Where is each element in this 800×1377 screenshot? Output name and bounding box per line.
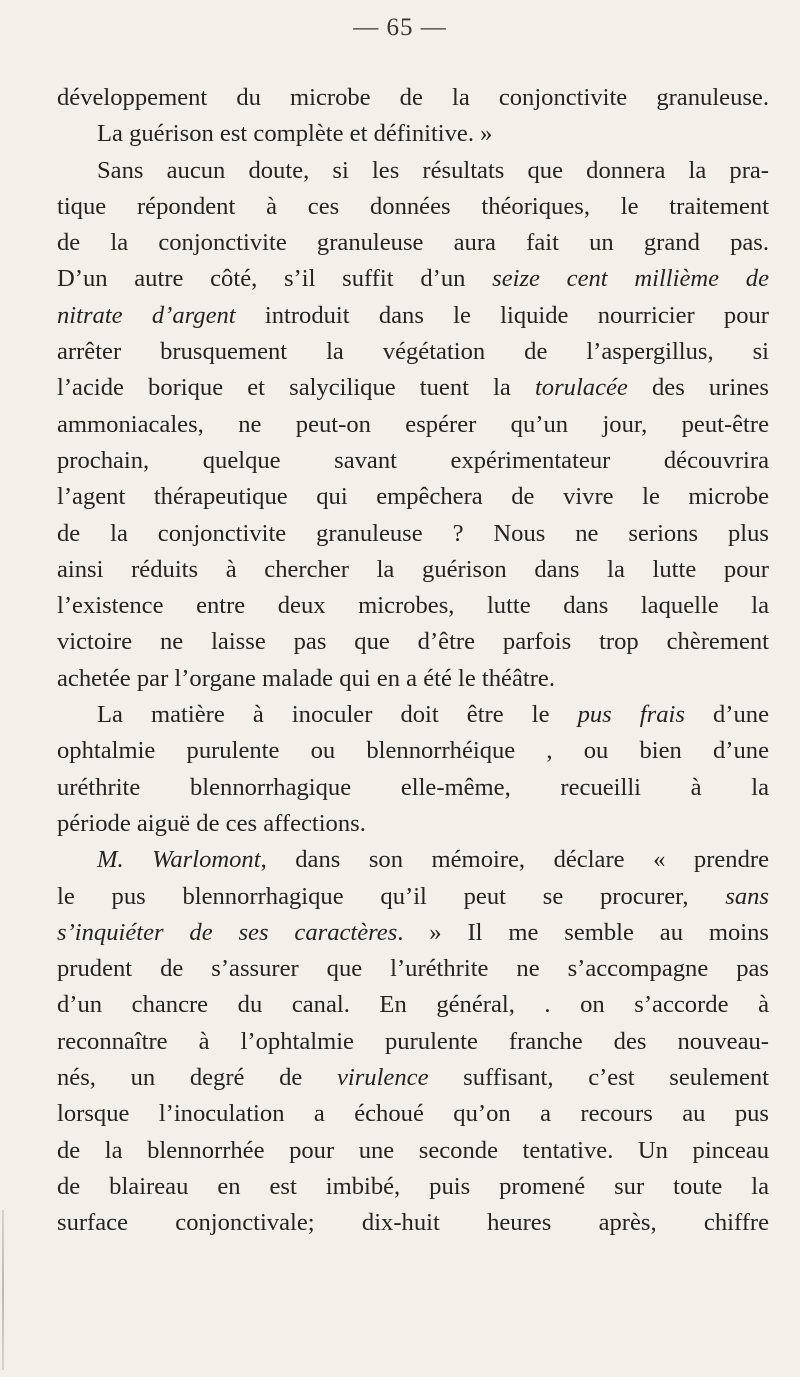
text-line: nitrate d’argent introduit dans le liquide nourricier pour bbox=[57, 301, 770, 329]
text-line: d’un chancre du canal. En général, . on s’accorde à bbox=[57, 991, 769, 1019]
text-line: l’existence entre deux microbes, lutte dans laquelle la bbox=[57, 592, 769, 620]
text-line: arrêter brusquement la végétation de l’aspergillus, si bbox=[57, 338, 769, 366]
text-line: de la blennorrhée pour une seconde tentative. Un pinceau bbox=[57, 1136, 769, 1164]
text-line: développement du microbe de la conjonctivite granuleuse. bbox=[57, 84, 769, 111]
italic-text: virulence bbox=[336, 1064, 429, 1092]
text-line: lorsque l’inoculation a échoué qu’on a recours au pus bbox=[57, 1100, 769, 1128]
text-line: l’acide borique et salycilique tuent la torulacée des urines bbox=[57, 374, 769, 402]
text-line: l’agent thérapeutique qui empêchera de vivre le microbe bbox=[57, 483, 769, 511]
italic-text: nitrate d’argent bbox=[57, 301, 236, 329]
text-line: achetée par l’organe malade qui en a été le théâtre. bbox=[57, 664, 555, 692]
page-number: — 65 — bbox=[353, 14, 447, 41]
text-line: nés, un degré de virulence suffisant, c’est seulement bbox=[57, 1064, 769, 1092]
text-line: surface conjonctivale; dix-huit heures après, chiffre bbox=[57, 1209, 769, 1237]
italic-text: s’inquiéter de ses caractères bbox=[57, 918, 398, 946]
text-line: prochain, quelque savant expérimentateur découvrira bbox=[57, 446, 769, 474]
text-line: D’un autre côté, s’il suffit d’un seize cent millième de bbox=[57, 265, 769, 293]
body-text bbox=[57, 80, 769, 1242]
binding-edge-mark bbox=[2, 1210, 4, 1370]
text-line: de la conjonctivite granuleuse aura fait un grand pas. bbox=[57, 229, 769, 257]
italic-text: seize cent millième de bbox=[492, 265, 769, 293]
text-line: ammoniacales, ne peut-on espérer qu’un jour, peut-être bbox=[57, 410, 769, 438]
text-line: période aiguë de ces affections. bbox=[57, 809, 366, 837]
italic-text: sans bbox=[725, 882, 769, 910]
text-line: prudent de s’assurer que l’uréthrite ne s’accompagne pas bbox=[57, 955, 769, 983]
text-line: Sans aucun doute, si les résultats que donnera la pra- bbox=[97, 156, 769, 184]
text-line: reconnaître à l’ophtalmie purulente franche des nouveau- bbox=[57, 1027, 769, 1055]
text-line: M. Warlomont, dans son mémoire, déclare « prendre bbox=[97, 846, 770, 874]
text-line: s’inquiéter de ses caractères. » Il me semble au moins bbox=[57, 918, 769, 946]
text-line: le pus blennorrhagique qu’il peut se procurer, sans bbox=[57, 882, 769, 910]
italic-text: torulacée bbox=[534, 374, 628, 402]
text-line: tique répondent à ces données théoriques, le traitement bbox=[57, 192, 769, 220]
text-line: uréthrite blennorrhagique elle-même, recueilli à la bbox=[57, 773, 769, 801]
text-line: ophtalmie purulente ou blennorrhéique , ou bien d’une bbox=[57, 737, 769, 765]
text-line: La guérison est complète et définitive. » bbox=[97, 120, 493, 148]
italic-text: M. Warlomont bbox=[97, 846, 261, 874]
text-line: victoire ne laisse pas que d’être parfois trop chèrement bbox=[57, 628, 769, 656]
text-line: La matière à inoculer doit être le pus frais d’une bbox=[97, 701, 769, 729]
text-line: ainsi réduits à chercher la guérison dans la lutte pour bbox=[57, 555, 769, 583]
italic-text: pus frais bbox=[577, 701, 685, 729]
text-line: de la conjonctivite granuleuse ? Nous ne serions plus bbox=[57, 519, 769, 547]
text-line: de blaireau en est imbibé, puis promené sur toute la bbox=[57, 1172, 769, 1200]
